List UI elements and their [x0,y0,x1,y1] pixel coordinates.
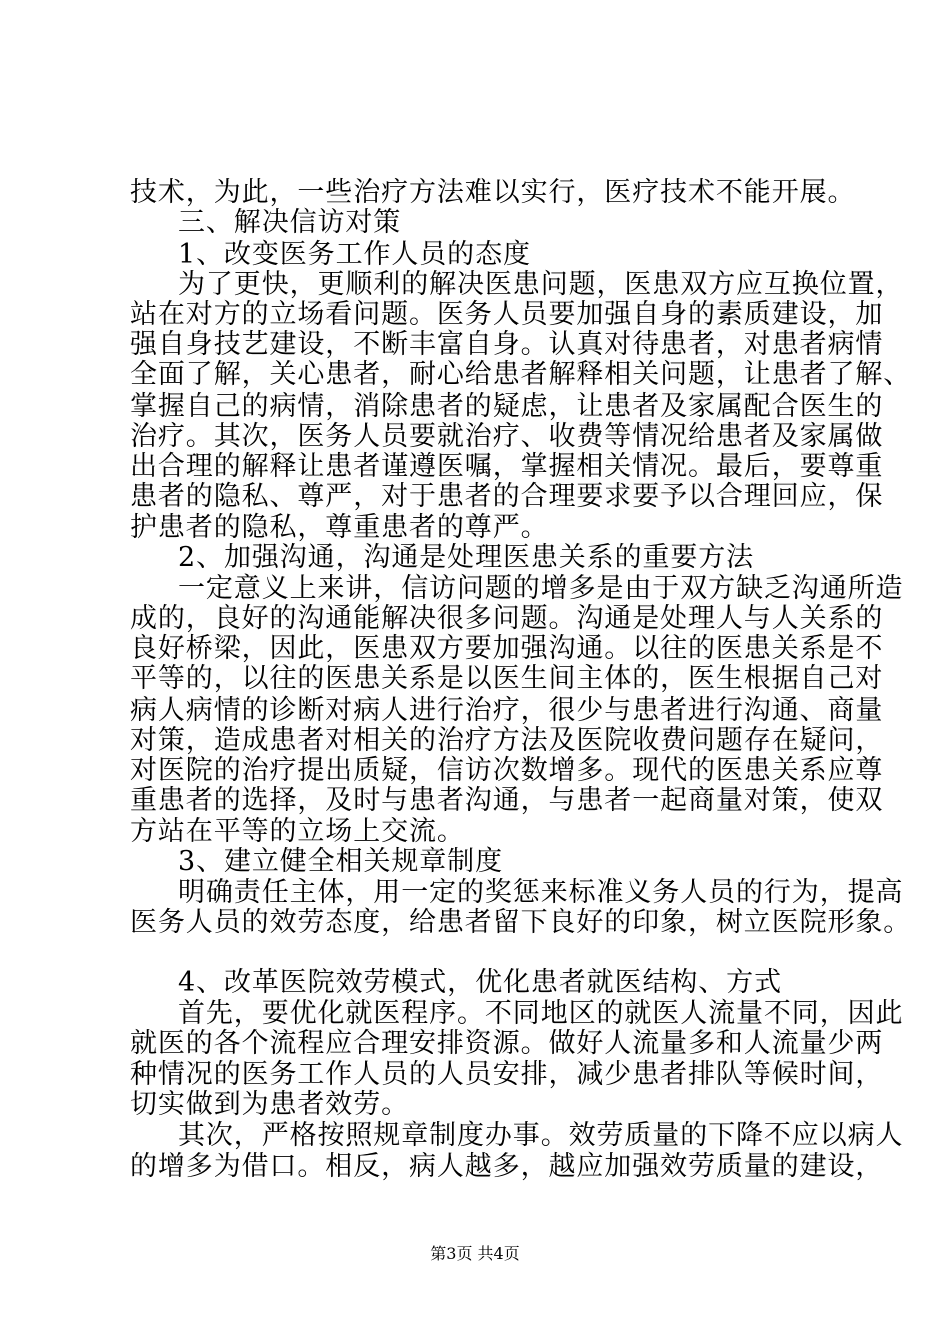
text-line: 对策，造成患者对相关的治疗方法及医院收费问题存在疑问， [130,725,884,756]
text-line: 病人病情的诊断对病人进行治疗，很少与患者进行沟通、商量 [130,695,884,726]
text-line: 出合理的解释让患者谨遵医嘱，掌握相关情况。最后，要尊重 [130,451,884,482]
text-line: 其次，严格按照规章制度办事。效劳质量的下降不应以病人 [178,1120,904,1151]
text-line: 治疗。其次，医务人员要就治疗、收费等情况给患者及家属做 [130,421,884,452]
text-line: 站在对方的立场看问题。医务人员要加强自身的素质建设，加 [130,299,884,330]
text-line: 明确责任主体，用一定的奖惩来标准义务人员的行为，提高 [178,877,904,908]
text-line: 对医院的治疗提出质疑，信访次数增多。现代的医患关系应尊 [130,755,884,786]
text-line: 掌握自己的病情，消除患者的疑虑，让患者及家属配合医生的 [130,391,884,422]
text-line: 护患者的隐私，尊重患者的尊严。 [130,512,549,543]
subsection-heading: 2、加强沟通，沟通是处理医患关系的重要方法 [178,542,755,573]
text-line: 强自身技艺建设，不断丰富自身。认真对待患者，对患者病情 [130,329,884,360]
subsection-heading: 1、改变医务工作人员的态度 [178,239,531,270]
text-line: 成的，良好的沟通能解决很多问题。沟通是处理人与人关系的 [130,603,884,634]
text-line: 首先，要优化就医程序。不同地区的就医人流量不同，因此 [178,998,904,1029]
subsection-heading: 4、改革医院效劳模式，优化患者就医结构、方式 [178,967,782,998]
text-line: 一定意义上来讲，信访问题的增多是由于双方缺乏沟通所造 [178,573,904,604]
text-line: 切实做到为患者效劳。 [130,1089,409,1120]
subsection-heading: 3、建立健全相关规章制度 [178,846,503,877]
section-heading: 三、解决信访对策 [178,207,402,238]
text-line: 平等的，以往的医患关系是以医生间主体的，医生根据自己对 [130,663,884,694]
text-line: 为了更快，更顺利的解决医患问题，医患双方应互换位置， [178,269,904,300]
page-number-footer: 第3页 共4页 [430,1244,520,1263]
text-line: 种情况的医务工作人员的人员安排，减少患者排队等候时间， [130,1059,884,1090]
text-line: 的增多为借口。相反，病人越多，越应加强效劳质量的建设， [130,1151,884,1182]
text-line: 良好桥梁，因此，医患双方要加强沟通。以往的医患关系是不 [130,633,884,664]
text-line: 就医的各个流程应合理安排资源。做好人流量多和人流量少两 [130,1028,884,1059]
text-line: 技术，为此，一些治疗方法难以实行，医疗技术不能开展。 [130,177,856,208]
text-line: 重患者的选择，及时与患者沟通，与患者一起商量对策，使双 [130,785,884,816]
text-line: 全面了解，关心患者，耐心给患者解释相关问题，让患者了解、 [130,359,912,390]
text-line: 患者的隐私、尊严，对于患者的合理要求要予以合理回应，保 [130,481,884,512]
text-line: 方站在平等的立场上交流。 [130,816,465,847]
text-line: 医务人员的效劳态度，给患者留下良好的印象，树立医院形象。 [130,907,912,938]
